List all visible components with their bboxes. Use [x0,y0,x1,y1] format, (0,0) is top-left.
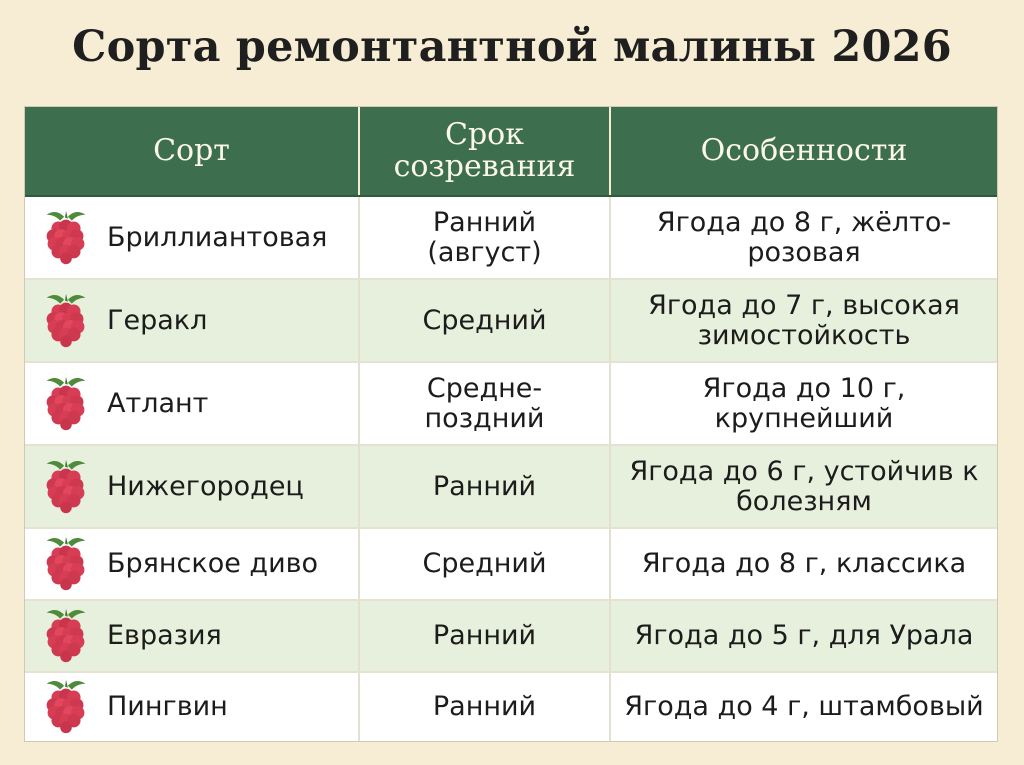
features-cell: Ягода до 8 г, классика [609,529,997,599]
header-variety: Сорт [153,132,230,168]
variety-cell [25,446,358,527]
raspberry-icon [35,373,97,435]
ripening-cell: Средний [358,529,609,599]
variety-name: Пингвин [107,691,228,723]
features-cell: Ягода до 8 г, жёлто-розовая [609,197,997,278]
raspberry-icon [35,456,97,518]
raspberry-icon [35,207,97,269]
raspberry-icon [35,676,97,738]
raspberry-icon [35,605,97,667]
raspberry-icon [35,290,97,352]
variety-cell [25,197,358,278]
features-cell: Ягода до 4 г, штамбовый [609,673,997,741]
table-row [25,197,997,280]
variety-name: Евразия [107,620,222,652]
ripening-cell: Средне-поздний [358,363,609,444]
features-cell: Ягода до 5 г, для Урала [609,601,997,671]
table-header [25,107,997,197]
ripening-cell: Средний [358,280,609,361]
variety-cell [25,529,358,599]
header-ripening: Срок созревания [358,107,609,195]
variety-name: Атлант [107,387,209,419]
ripening-cell: Ранний [358,446,609,527]
ripening-cell: Ранний [358,673,609,741]
table-row [25,529,997,601]
table-row [25,280,997,363]
table-row [25,363,997,446]
variety-cell [25,673,358,741]
variety-name: Нижегородец [107,470,304,502]
raspberry-icon [35,533,97,595]
table-row [25,601,997,673]
features-cell: Ягода до 6 г, устойчив к болезням [609,446,997,527]
raspberry-varieties-table [24,106,998,742]
table-row [25,673,997,741]
ripening-cell: Ранний (август) [358,197,609,278]
variety-cell [25,280,358,361]
variety-cell [25,601,358,671]
header-features: Особенности [609,107,997,195]
table-row [25,446,997,529]
variety-cell [25,363,358,444]
features-cell: Ягода до 10 г, крупнейший [609,363,997,444]
ripening-cell: Ранний [358,601,609,671]
variety-name: Брянское диво [107,548,319,580]
features-cell: Ягода до 7 г, высокая зимостойкость [609,280,997,361]
variety-name: Бриллиантовая [107,221,328,253]
page-title: Сорта ремонтантной малины 2026 [72,22,952,72]
variety-name: Геракл [107,304,208,336]
